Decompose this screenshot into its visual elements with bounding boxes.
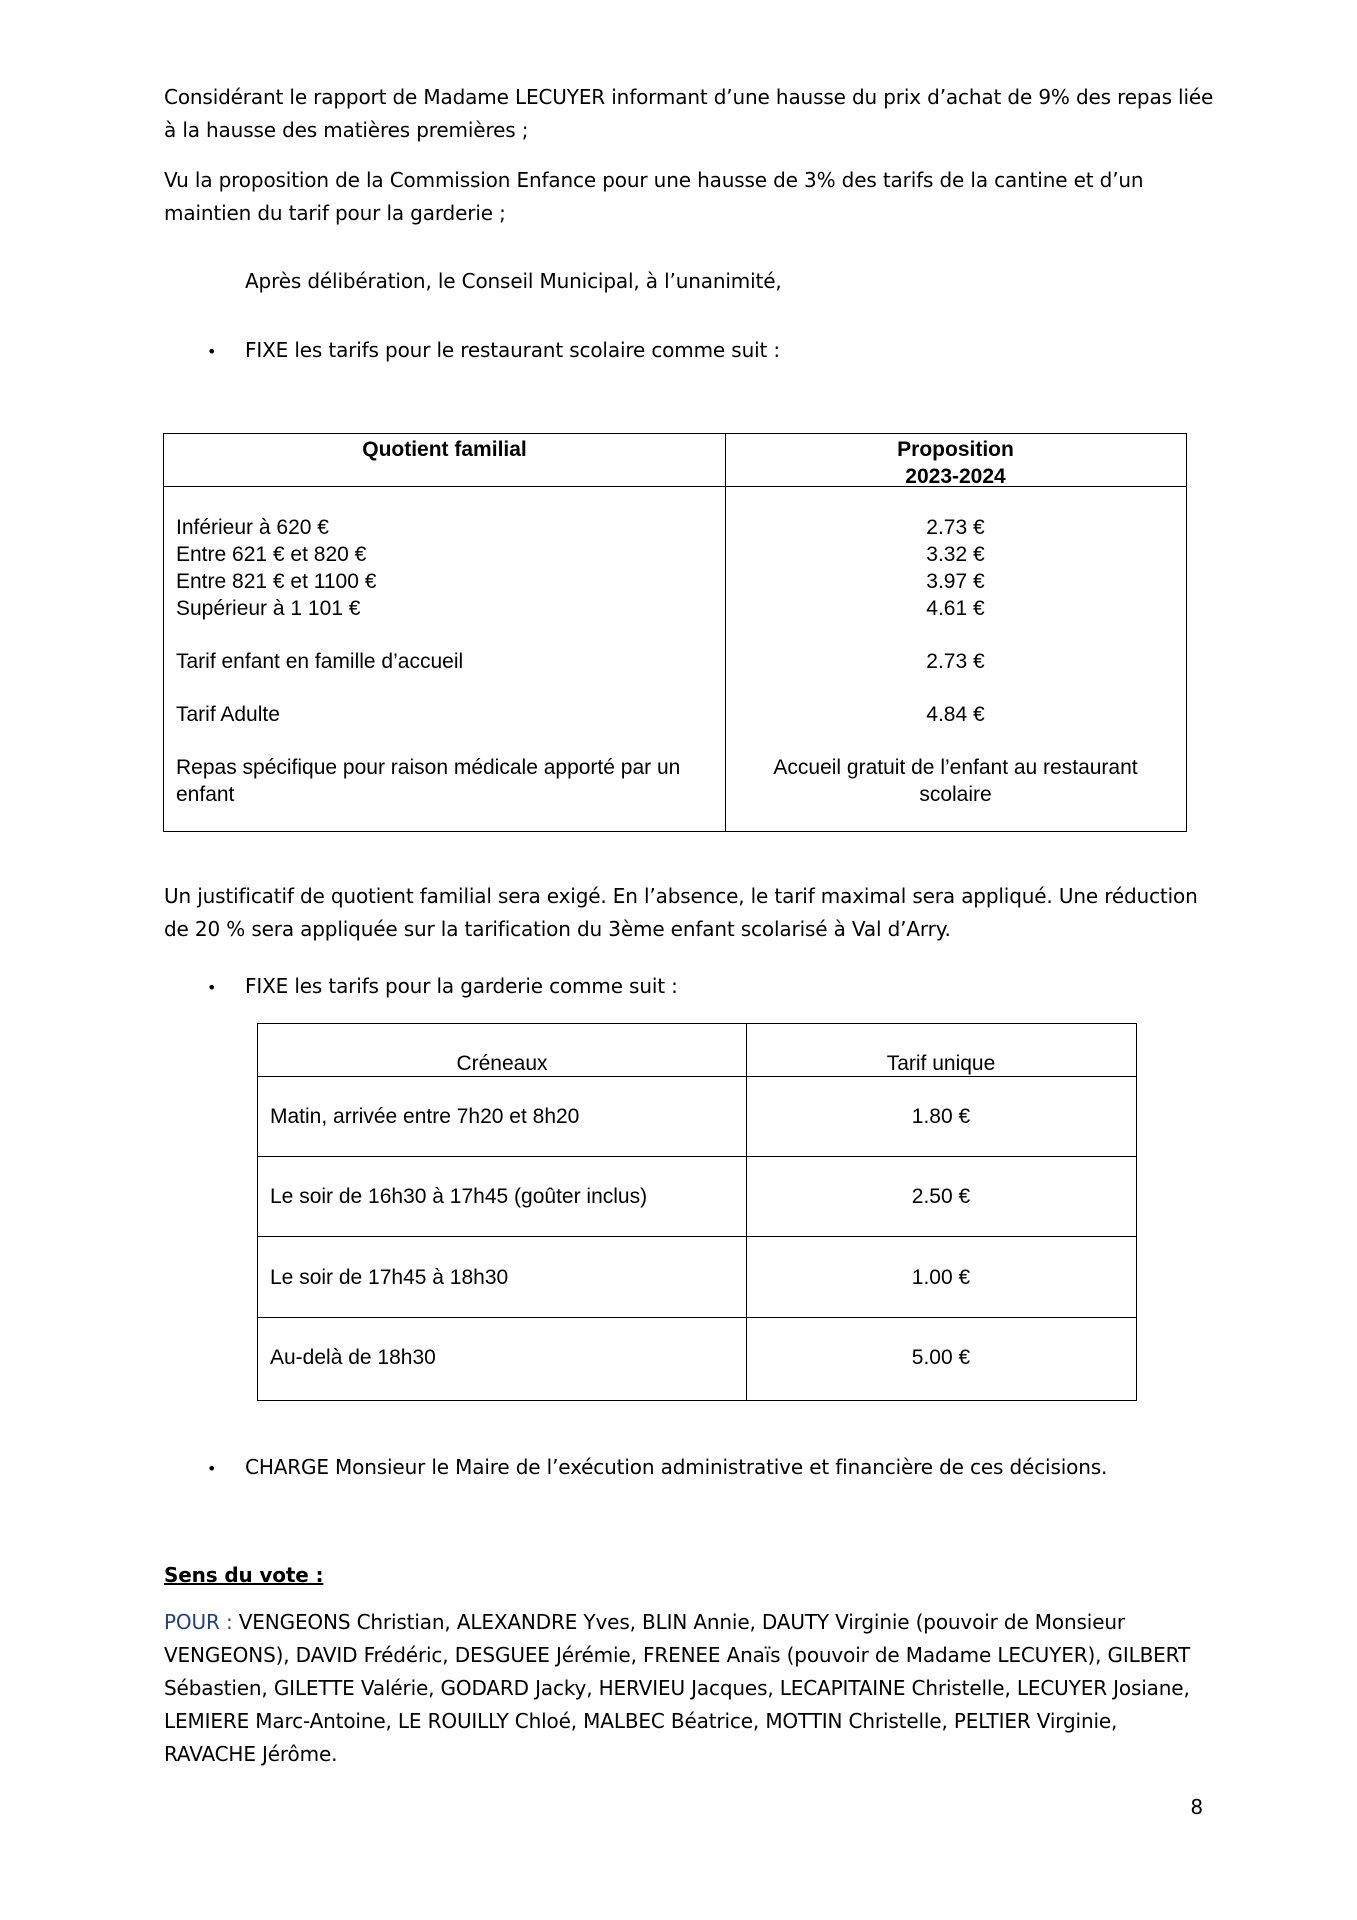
- table-row-value: 2.73 €: [926, 516, 985, 539]
- bullet-garderie-text: FIXE les tarifs pour la garderie comme suit :: [245, 974, 678, 998]
- table-row-value: 2.73 €: [926, 650, 985, 673]
- table-row-value: 1.00 €: [911, 1266, 971, 1289]
- header-creneaux: Créneaux: [456, 1052, 548, 1075]
- bullet-restaurant: [207, 334, 780, 368]
- table-row-label: Supérieur à 1 101 €: [176, 597, 361, 620]
- table-row-value: 3.97 €: [926, 570, 985, 593]
- table-row-value: 1.80 €: [911, 1105, 971, 1128]
- table-row-label: Au-delà de 18h30: [270, 1346, 436, 1369]
- garderie-tariff-table: [257, 1023, 1137, 1401]
- table-row-label: Inférieur à 620 €: [176, 516, 329, 539]
- header-proposition-line1: Proposition: [897, 438, 1014, 461]
- table-row-label: Repas spécifique pour raison médicale apporté par un enfant: [176, 756, 681, 806]
- table-row-divider: [258, 1317, 1136, 1318]
- table-row-label: Le soir de 17h45 à 18h30: [270, 1266, 509, 1289]
- table-row-value: 2.50 €: [911, 1185, 971, 1208]
- header-proposition: [725, 436, 1186, 490]
- vote-section-title: Sens du vote :: [164, 1563, 324, 1587]
- bullet-marker: •: [207, 342, 217, 361]
- bullet-charge-text: CHARGE Monsieur le Maire de l’exécution administrative et financière de ces décisions.: [245, 1455, 1108, 1479]
- header-quotient-familial: Quotient familial: [362, 438, 527, 461]
- vote-pour-names: VENGEONS Christian, ALEXANDRE Yves, BLIN Annie, DAUTY Virginie (pouvoir de Monsieur VENGEONS), DAVID Frédéric, DESGUEE Jérémie, FRENEE Anaïs (pouvoir de Madame LECUYER), GILBERT Sébastien, GILETTE Valérie, GODARD Jacky, HERVIEU Jacques, LECAPITAINE Christelle, LECUYER Josiane, LEMIERE Marc-Antoine, LE ROUILLY Chloé, MALBEC Béatrice, MOTTIN Christelle, PELTIER Virginie, RAVACHE Jérôme.: [164, 1610, 1191, 1766]
- table-row-value: 3.32 €: [926, 543, 985, 566]
- bullet-restaurant-text: FIXE les tarifs pour le restaurant scolaire comme suit :: [245, 338, 780, 362]
- bullet-garderie: [207, 970, 678, 1004]
- table-row-label: Matin, arrivée entre 7h20 et 8h20: [270, 1105, 580, 1128]
- page-number: 8: [1190, 1795, 1203, 1819]
- vote-pour-paragraph: [164, 1606, 1214, 1771]
- bullet-marker: •: [207, 978, 217, 997]
- header-proposition-year: 2023-2024: [905, 465, 1006, 488]
- table-row-label: Entre 821 € et 1100 €: [176, 570, 377, 593]
- table-row-value: 5.00 €: [911, 1346, 971, 1369]
- table-row-label: Entre 621 € et 820 €: [176, 543, 367, 566]
- paragraph-rapport: Considérant le rapport de Madame LECUYER informant d’une hausse du prix d’achat de 9% des repas liée à la hausse des matières premières ;: [164, 85, 1214, 142]
- paragraph-justificatif: Un justificatif de quotient familial sera exigé. En l’absence, le tarif maximal sera appliqué. Une réduction de 20 % sera appliquée sur la tarification du 3ème enfant scolarisé à Val d’Arry.: [164, 884, 1198, 941]
- table-row-value: 4.61 €: [926, 597, 985, 620]
- table-row-value: 4.84 €: [926, 703, 985, 726]
- restaurant-tariff-table: [163, 433, 1187, 832]
- bullet-marker: •: [207, 1459, 217, 1478]
- vote-pour-label: POUR :: [164, 1610, 233, 1634]
- header-tarif-unique: Tarif unique: [886, 1052, 996, 1075]
- table-row-value: Accueil gratuit de l’enfant au restaurant scolaire: [773, 756, 1138, 806]
- bullet-charge: [207, 1451, 1107, 1485]
- table-row-divider: [258, 1236, 1136, 1237]
- table-row-label: Tarif Adulte: [176, 703, 280, 726]
- table-row-label: Le soir de 16h30 à 17h45 (goûter inclus): [270, 1185, 648, 1208]
- paragraph-deliberation: Après délibération, le Conseil Municipal, à l’unanimité,: [245, 269, 782, 293]
- paragraph-proposition: Vu la proposition de la Commission Enfance pour une hausse de 3% des tarifs de la cantine et d’un maintien du tarif pour la garderie ;: [164, 168, 1144, 225]
- table-row-label: Tarif enfant en famille d’accueil: [176, 650, 464, 673]
- table-row-divider: [258, 1156, 1136, 1157]
